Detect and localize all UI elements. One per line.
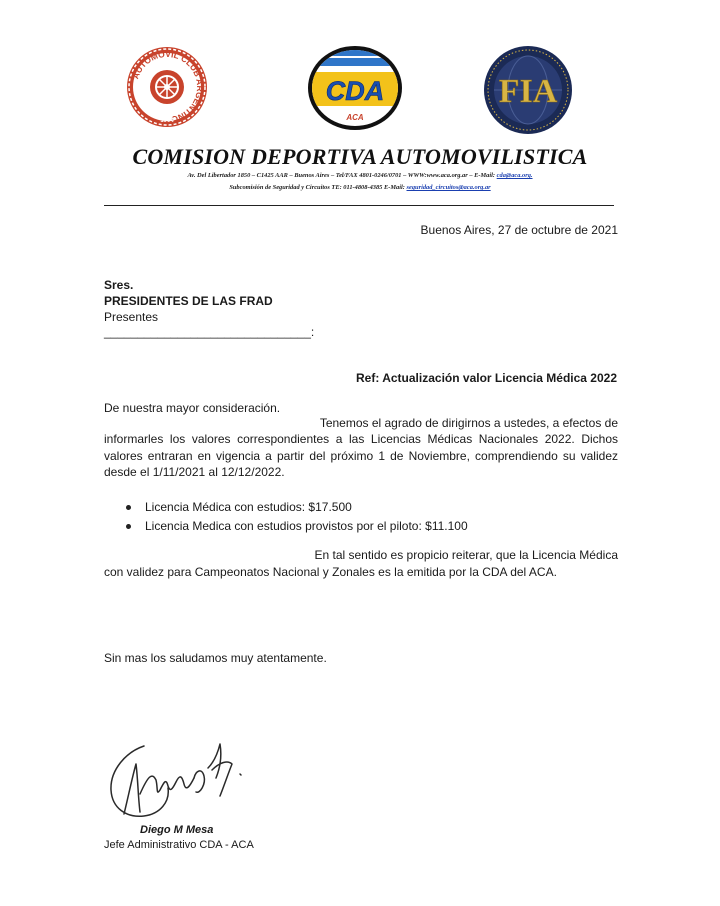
fia-logo-text: FIA [498, 73, 558, 110]
body-paragraph-1: informarles los valores correspondientes a las Licencias Médicas Nacionales 2022. Dichos valores entraran en vigencia a partir del próximo 1 de Noviembre, comprendiendo su validez desde el 1/11/2021 al 12/12/2022. [104, 432, 618, 479]
header-divider [104, 205, 614, 206]
cda-logo [306, 44, 404, 132]
bullet-item-1: Licencia Médica con estudios: $17.500 [145, 500, 352, 514]
bullet-item-2: Licencia Medica con estudios provistos por el piloto: $11.100 [145, 519, 468, 533]
closing-line: Sin mas los saludamos muy atentamente. [104, 651, 327, 665]
bullet-dot [126, 505, 131, 510]
reference-line: Ref: Actualización valor Licencia Médica 2022 [356, 371, 617, 385]
body-paragraph-2: con validez para Campeonatos Nacional y Zonales es la emitida por la CDA del ACA. [104, 565, 557, 579]
bullet-dot [126, 524, 131, 529]
body-paragraph-2-first-line: En tal sentido es propicio reiterar, que la Licencia Médica [314, 548, 618, 562]
cda-logo-text: CDA [325, 76, 385, 106]
signer-title: Jefe Administrativo CDA - ACA [104, 839, 254, 851]
address-line-1-text: Av. Del Libertador 1850 – C1425 AAR – Buenos Aires – Tel/FAX 4801-0246/0701 – WWW:www.aca.org.ar – E-Mail: [187, 172, 497, 179]
cda-logo-subtext: ACA [346, 113, 364, 122]
aca-logo [124, 44, 210, 130]
greeting: De nuestra mayor consideración. [104, 401, 281, 415]
signer-name: Diego M Mesa [140, 824, 214, 836]
safety-email-link[interactable]: seguridad_circuitos@aca.org.ar [406, 184, 491, 191]
recipient-blank-line: _______________________________: [104, 325, 315, 339]
handwritten-signature [104, 734, 264, 822]
aca-logo-year: 1904 [160, 118, 174, 124]
org-title: COMISION DEPORTIVA AUTOMOVILISTICA [132, 144, 588, 169]
aca-logo-ring-text: AUTOMOVIL CLUB ARGENTINO [130, 48, 206, 125]
address-email-link[interactable]: cda@aca.org. [496, 172, 533, 179]
recipient-salutation: Sres. [104, 278, 134, 292]
address-line-2 [0, 184, 720, 191]
body-paragraph-1-first-line: Tenemos el agrado de dirigirnos a ustedes, a efectos de [319, 416, 618, 430]
address-line-1 [0, 172, 720, 179]
recipient-name: PRESIDENTES DE LAS FRAD [104, 294, 273, 308]
fia-logo [482, 44, 574, 136]
recipient-presentes: Presentes [104, 310, 159, 324]
letter-date: Buenos Aires, 27 de octubre de 2021 [420, 223, 618, 237]
address-line-2-text: Subcomisión de Seguridad y Circuitos TE: 011-4808-4385 E-Mail: [229, 184, 407, 191]
